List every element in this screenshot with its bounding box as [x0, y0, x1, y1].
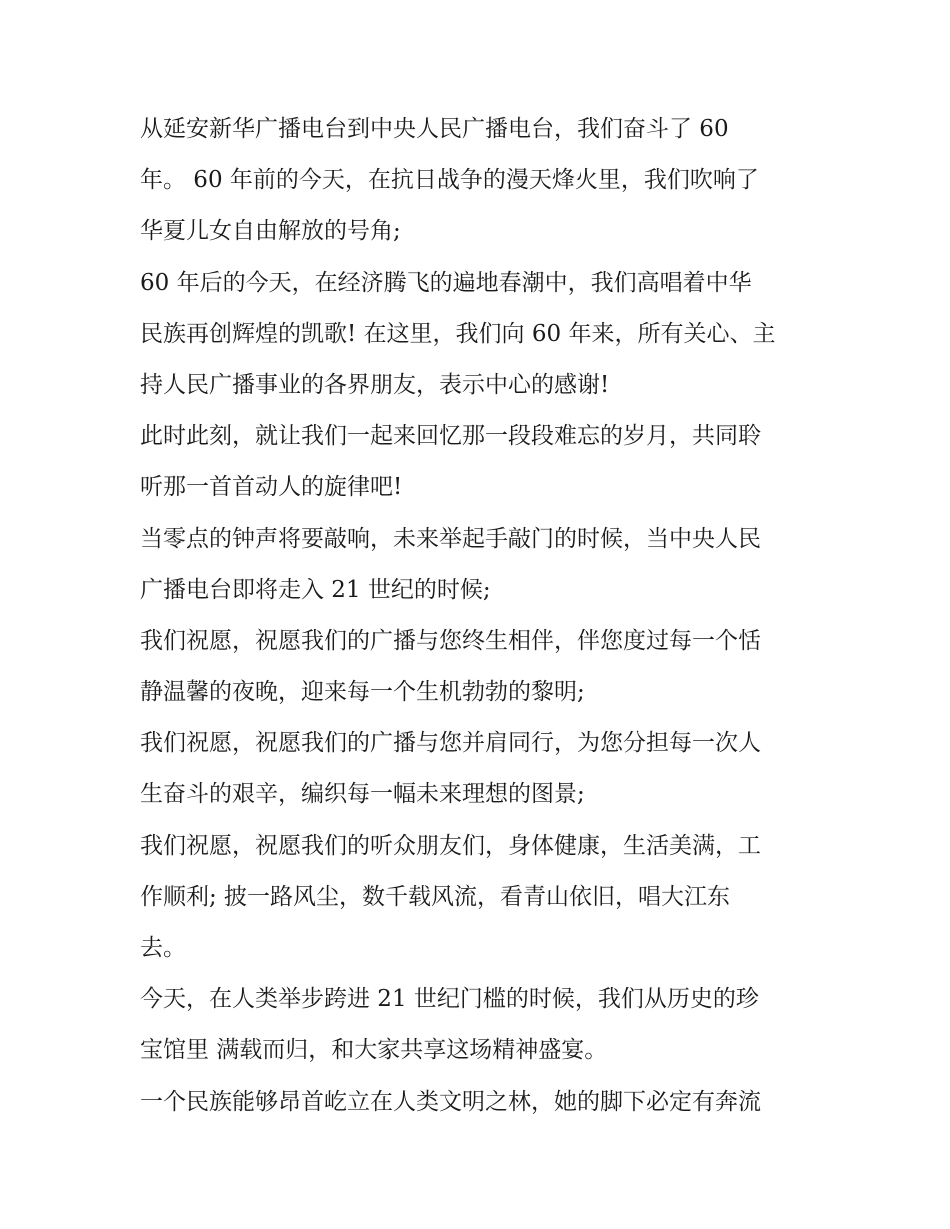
text-line: 听那一首首动人的旋律吧! — [140, 474, 403, 501]
text-line: 生奋斗的艰辛，编织每一幅未来理想的图景; — [140, 781, 585, 808]
text-line: 广播电台即将走入 21 世纪的时候; — [140, 576, 491, 603]
text-line: 我们祝愿，祝愿我们的听众朋友们，身体健康，生活美满，工 — [140, 832, 761, 859]
text-line: 我们祝愿，祝愿我们的广播与您并肩同行，为您分担每一次人 — [140, 730, 761, 757]
text-line: 华夏儿女自由解放的号角; — [140, 218, 401, 245]
text-line: 持人民广播事业的各界朋友，表示中心的感谢! — [140, 371, 610, 398]
text-line: 60 年后的今天，在经济腾飞的遍地春潮中，我们高唱着中华 — [140, 269, 752, 296]
text-line: 从延安新华广播电台到中央人民广播电台，我们奋斗了 60 — [140, 116, 729, 142]
text-line: 作顺利; 披一路风尘，数千载风流，看青山依旧，唱大江东 — [140, 883, 731, 910]
text-line: 今天，在人类举步跨进 21 世纪门槛的时候，我们从历史的珍 — [140, 986, 759, 1013]
text-line: 宝馆里 满载而归，和大家共享这场精神盛宴。 — [140, 1037, 608, 1064]
text-line: 年。 60 年前的今天，在抗日战争的漫天烽火里，我们吹响了 — [140, 167, 759, 194]
document-body — [140, 104, 820, 1128]
text-line: 民族再创辉煌的凯歌! 在这里，我们向 60 年来，所有关心、主 — [140, 320, 776, 347]
text-line: 去。 — [140, 935, 186, 961]
text-line: 此时此刻，就让我们一起来回忆那一段段难忘的岁月，共同聆 — [140, 423, 761, 450]
text-line: 我们祝愿，祝愿我们的广播与您终生相伴，伴您度过每一个恬 — [140, 627, 761, 654]
text-line: 一个民族能够昂首屹立在人类文明之林，她的脚下必定有奔流 — [140, 1088, 761, 1115]
text-line: 静温馨的夜晚，迎来每一个生机勃勃的黎明; — [140, 679, 585, 706]
text-line: 当零点的钟声将要敲响，未来举起手敲门的时候，当中央人民 — [140, 525, 761, 552]
